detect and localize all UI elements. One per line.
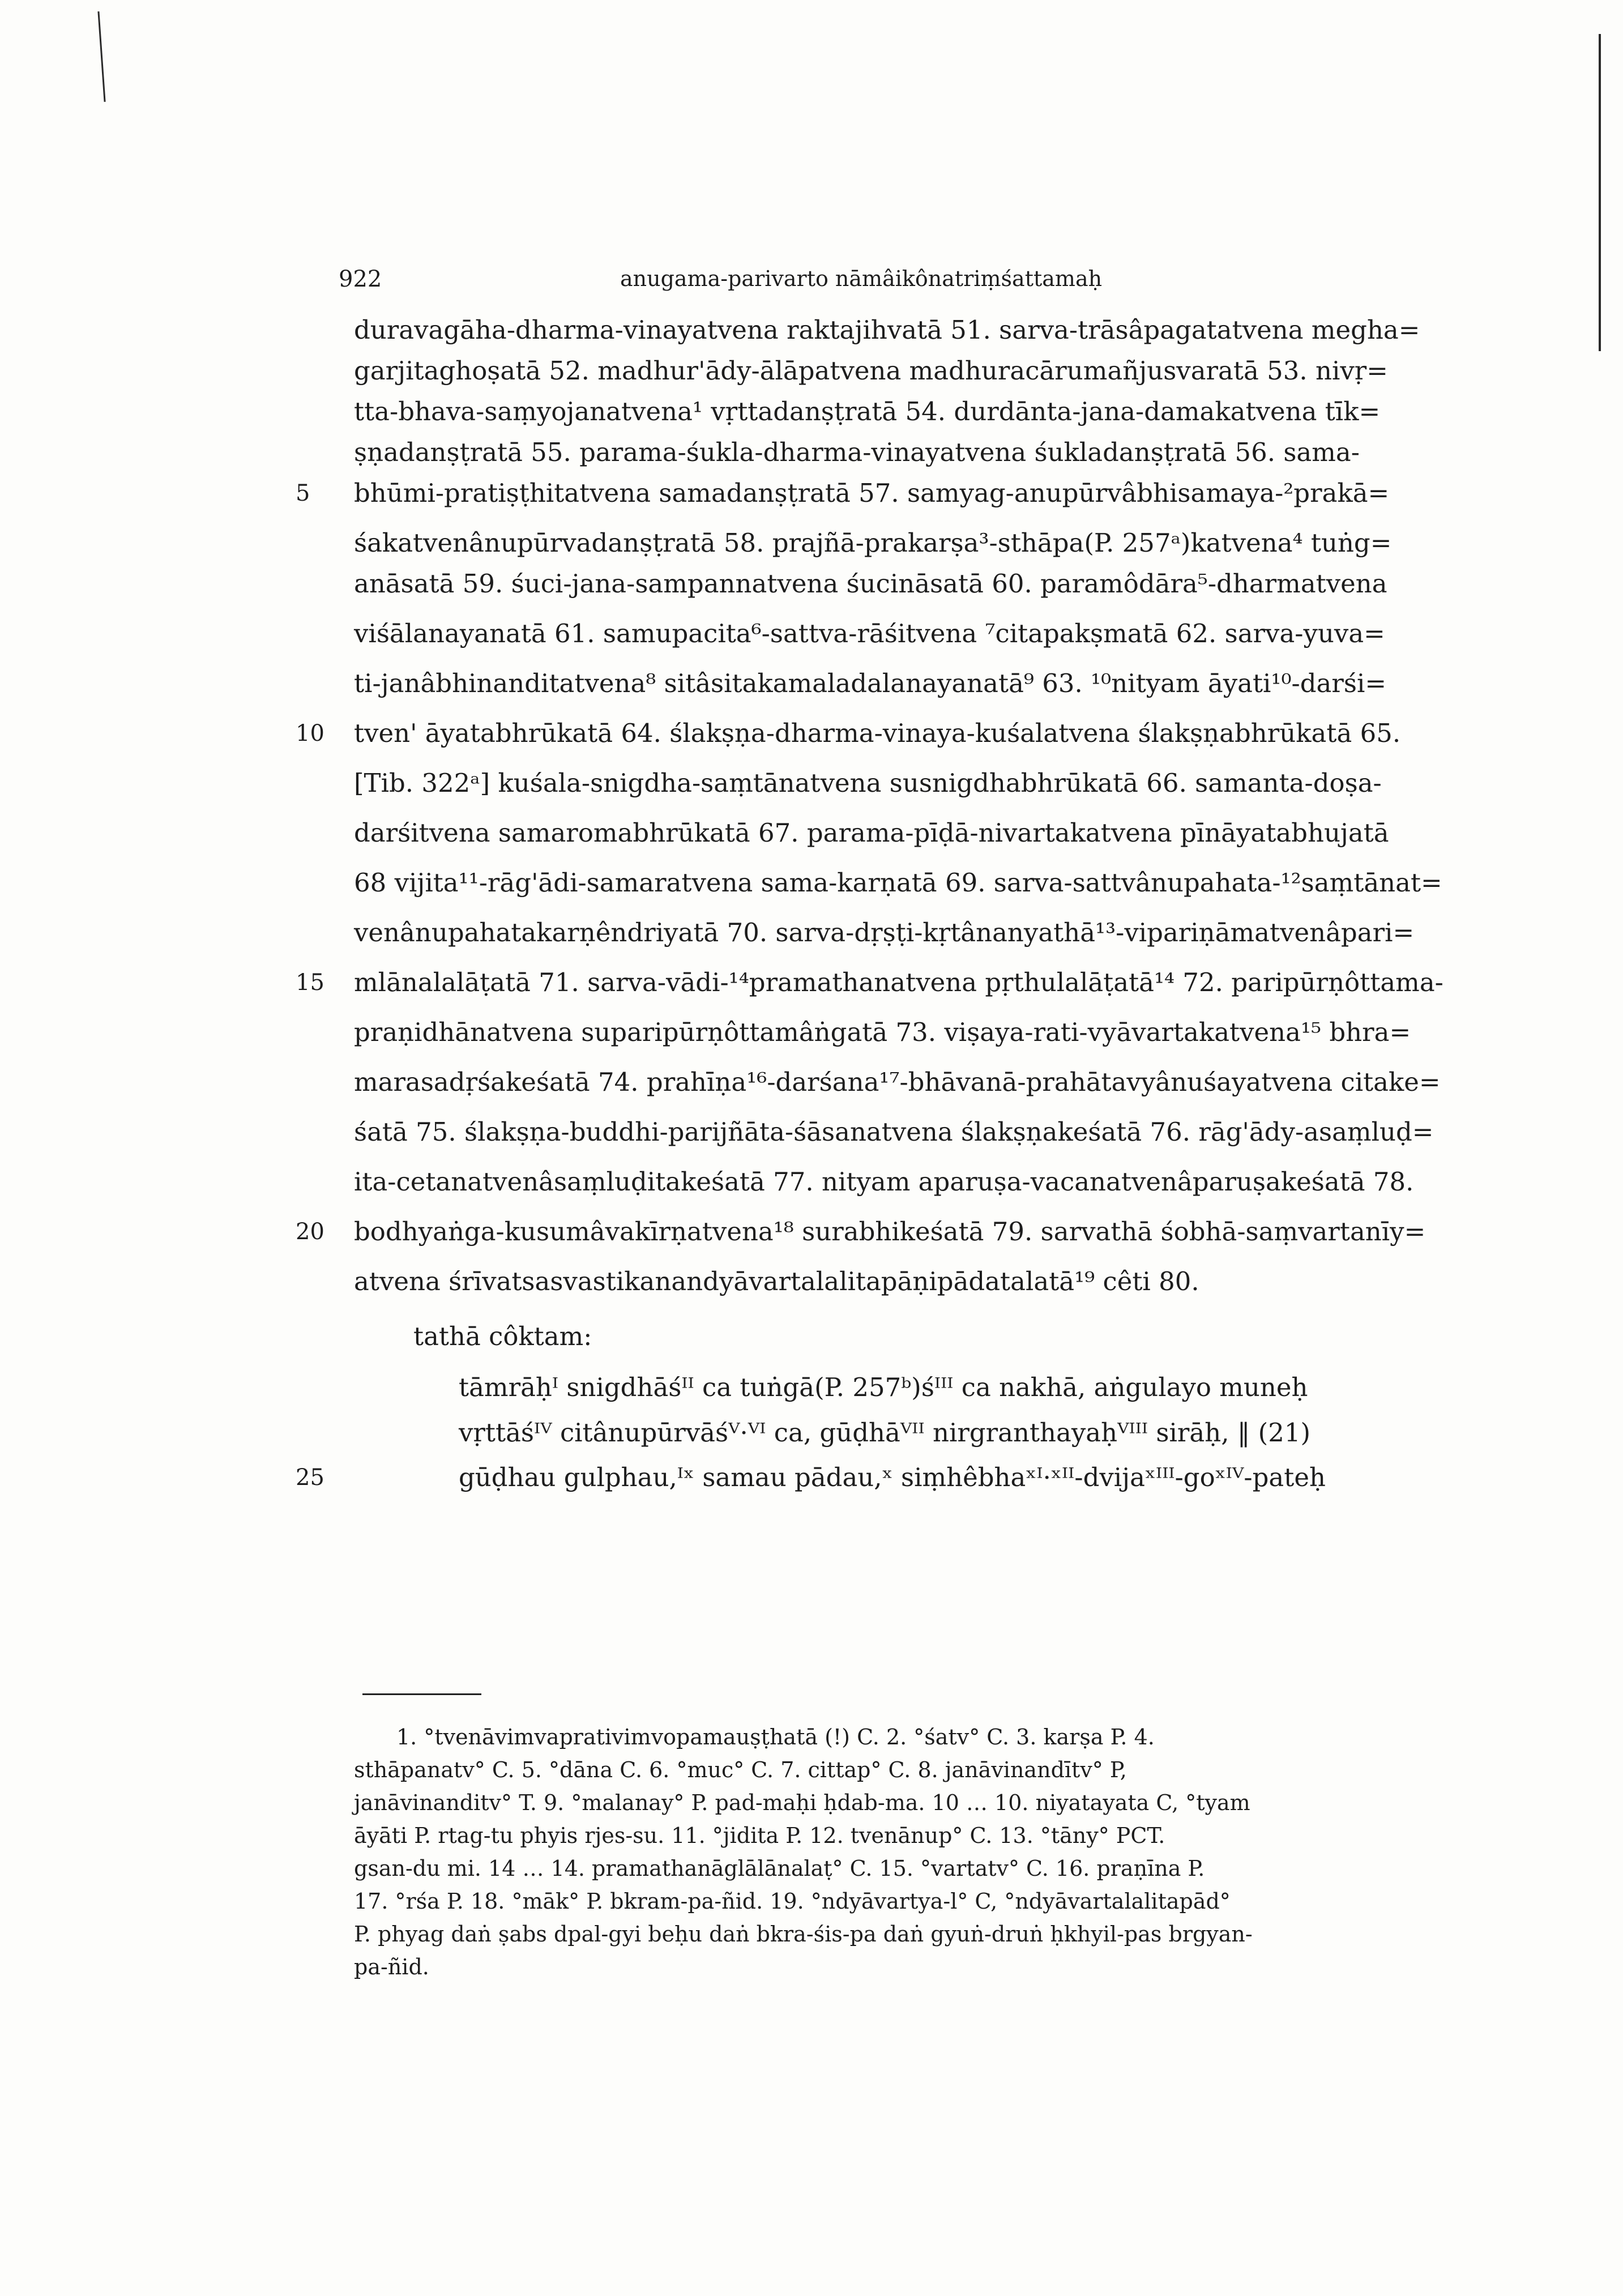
text-line: ita-cetanatvenâsaṃluḍitakeśatā 77. nityam aparuṣa-vacanatvenâparuṣakeśatā 78. — [354, 1167, 1414, 1197]
page-number: 922 — [339, 266, 382, 292]
running-title: anugama-parivarto nāmâikônatriṃśattamaḥ — [620, 266, 1103, 291]
text-line: bhūmi-pratiṣṭhitatvena samadanṣṭratā 57. samyag-anupūrvâbhisamaya-²prakā= — [354, 478, 1390, 508]
text-line: darśitvena samaromabhrūkatā 67. parama-pīḍā-nivartakatvena pīnāyatabhujatā — [354, 818, 1389, 848]
verse-line: tāmrāḥᴵ snigdhāśᴵᴵ ca tuṅgā(P. 257ᵇ)śᴵᴵᴵ ca nakhā, aṅgulayo muneḥ — [459, 1372, 1308, 1402]
text-line: atvena śrīvatsasvastikanandyāvartalalitapāṇipādatalatā¹⁹ cêti 80. — [354, 1266, 1199, 1296]
text-line: praṇidhānatvena suparipūrṇôttamâṅgatā 73. viṣaya-rati-vyāvartakatvena¹⁵ bhra= — [354, 1017, 1411, 1047]
text-line: viśālanayanatā 61. samupacita⁶-sattva-rāśitvena ⁷citapakṣmatā 62. sarva-yuva= — [354, 618, 1385, 648]
verse-line: gūḍhau gulphau,ᴵˣ samau pādau,ˣ siṃhêbhaˣᴵ·ˣᴵᴵ-dvijaˣᴵᴵᴵ-goˣᴵⱽ-pateḥ — [459, 1462, 1326, 1492]
text-line: śakatvenânupūrvadanṣṭratā 58. prajñā-prakarṣa³-sthāpa(P. 257ᵃ)katvena⁴ tuṅg= — [354, 528, 1392, 558]
footnote-line: āyāti P. rtag-tu phyis rjes-su. 11. °jidita P. 12. tvenānup° C. 13. °tāny° PCT. — [354, 1823, 1165, 1848]
text-line: anāsatā 59. śuci-jana-sampannatvena śucināsatā 60. paramôdāra⁵-dharmatvena — [354, 569, 1387, 599]
footnote-line: P. phyag daṅ ṣabs dpal-gyi beḥu daṅ bkra-śis-pa daṅ gyuṅ-druṅ ḥkhyil-pas brgyan- — [354, 1922, 1253, 1947]
text-line: duravagāha-dharma-vinayatvena raktajihvatā 51. sarva-trāsâpagatatvena megha= — [354, 315, 1420, 345]
footnote-line: pa-ñid. — [354, 1954, 429, 1979]
text-line: ṣṇadanṣṭratā 55. parama-śukla-dharma-vinayatvena śukladanṣṭratā 56. sama- — [354, 437, 1360, 467]
line-number: 20 — [296, 1219, 324, 1245]
line-number: 5 — [296, 480, 310, 506]
line-number: 15 — [296, 970, 324, 996]
line-number: 10 — [296, 720, 324, 746]
footnote-rule — [362, 1693, 481, 1695]
text-line: śatā 75. ślakṣṇa-buddhi-parijñāta-śāsanatvena ślakṣṇakeśatā 76. rāg'ādy-asaṃluḍ= — [354, 1117, 1434, 1147]
footnote-line: 17. °rśa P. 18. °māk° P. bkram-pa-ñid. 19. °ndyāvartya-l° C, °ndyāvartalalitapād° — [354, 1889, 1231, 1914]
footnote-line: janāvinanditv° T. 9. °malanay° P. pad-maḥi ḥdab-ma. 10 … 10. niyatayata C, °tyam — [354, 1790, 1250, 1815]
verse-intro: tathā côktam: — [413, 1321, 592, 1351]
text-line: [Tib. 322ᵃ] kuśala-snigdha-saṃtānatvena susnigdhabhrūkatā 66. samanta-doṣa- — [354, 768, 1382, 798]
footnote-line: gsan-du mi. 14 … 14. pramathanāglālānalaṭ° C. 15. °vartatv° C. 16. praṇīna P. — [354, 1856, 1205, 1881]
text-line: mlānalalāṭatā 71. sarva-vādi-¹⁴pramathanatvena pṛthulalāṭatā¹⁴ 72. paripūrṇôttama- — [354, 967, 1443, 997]
text-line: garjitaghoṣatā 52. madhur'ādy-ālāpatvena madhuracārumañjusvaratā 53. nivṛ= — [354, 356, 1388, 386]
text-line: 68 vijita¹¹-rāg'ādi-samaratvena sama-karṇatā 69. sarva-sattvânupahata-¹²saṃtānat= — [354, 868, 1442, 898]
text-line: ti-janâbhinanditatvena⁸ sitâsitakamaladalanayanatā⁹ 63. ¹⁰nityam āyati¹⁰-darśi= — [354, 668, 1387, 698]
scan-artifact — [1599, 34, 1601, 351]
line-number: 25 — [296, 1465, 324, 1491]
scan-artifact — [97, 11, 105, 102]
text-line: tta-bhava-saṃyojanatvena¹ vṛttadanṣṭratā 54. durdānta-jana-damakatvena tīk= — [354, 396, 1381, 426]
text-line: bodhyaṅga-kusumâvakīrṇatvena¹⁸ surabhikeśatā 79. sarvathā śobhā-saṃvartanīy= — [354, 1217, 1426, 1247]
text-line: venânupahatakarṇêndriyatā 70. sarva-dṛṣṭi-kṛtânanyathā¹³-vipariṇāmatvenâpari= — [354, 917, 1415, 948]
footnote-line: 1. °tvenāvimvaprativimvopamauṣṭhatā (!) C. 2. °śatv° C. 3. karṣa P. 4. — [396, 1725, 1155, 1749]
text-line: marasadṛśakeśatā 74. prahīṇa¹⁶-darśana¹⁷-bhāvanā-prahātavyânuśayatvena citake= — [354, 1067, 1441, 1097]
footnote-line: sthāpanatv° C. 5. °dāna C. 6. °muc° C. 7. cittap° C. 8. janāvinandītv° P, — [354, 1757, 1127, 1782]
verse-line: vṛttāśᴵⱽ citânupūrvāśⱽ·ⱽᴵ ca, gūḍhāⱽᴵᴵ nirgranthayaḥⱽᴵᴵᴵ sirāḥ, ‖ (21) — [459, 1418, 1311, 1448]
text-line: tven' āyatabhrūkatā 64. ślakṣṇa-dharma-vinaya-kuśalatvena ślakṣṇabhrūkatā 65. — [354, 718, 1401, 748]
